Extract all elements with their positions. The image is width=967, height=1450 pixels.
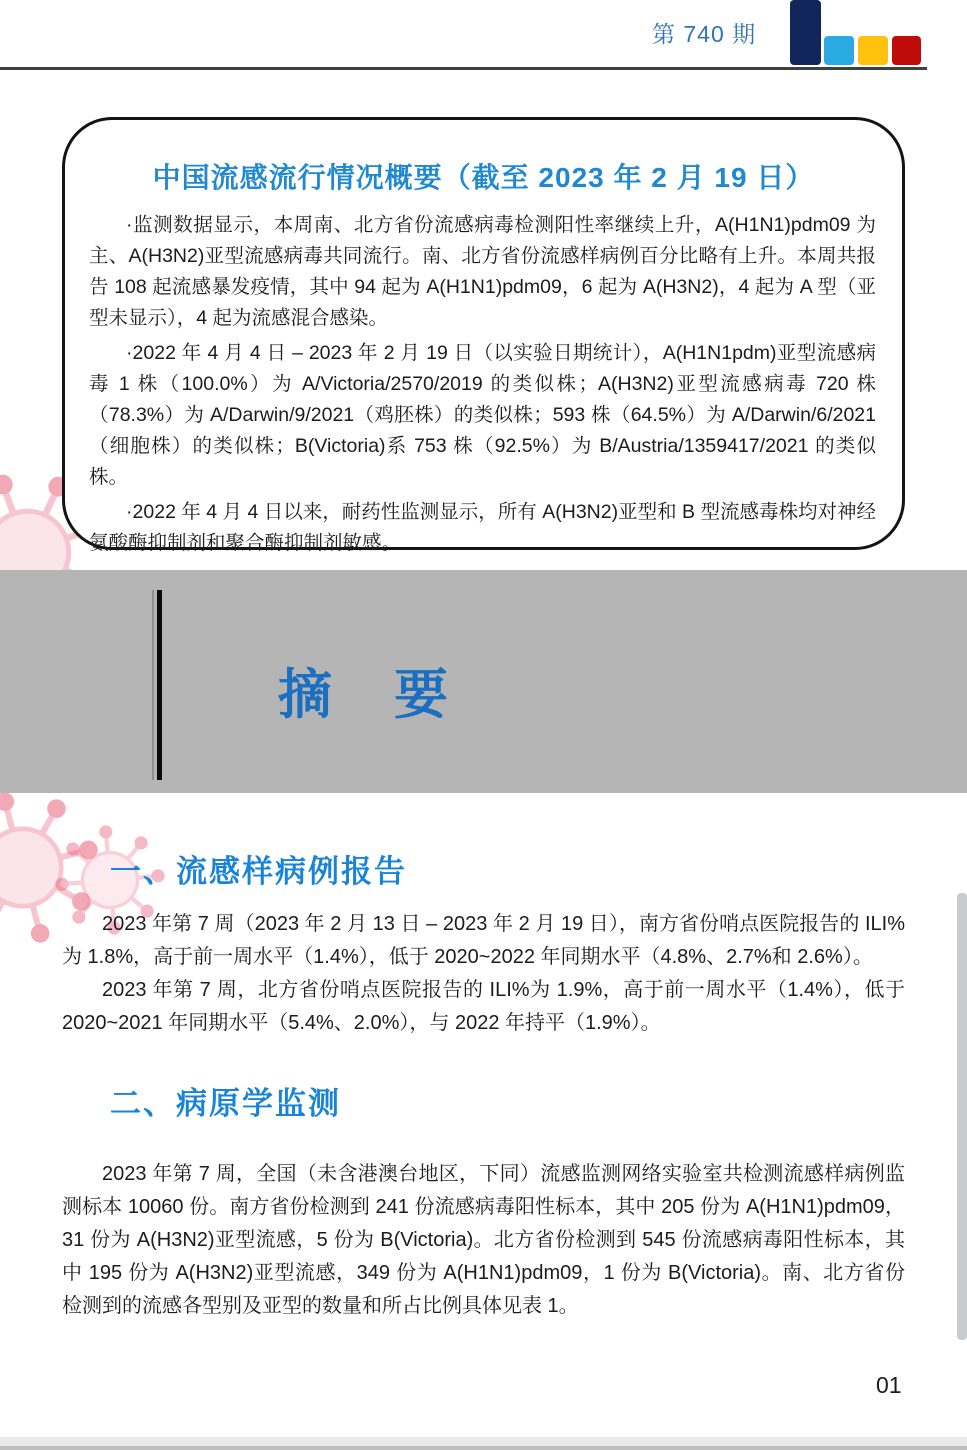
banner-rule-thick	[157, 590, 162, 780]
page-bottom-shadow	[0, 1446, 967, 1450]
section-1-paragraph: 2023 年第 7 周（2023 年 2 月 13 日 – 2023 年 2 月 19 日），南方省份哨点医院报告的 ILI%为 1.8%，高于前一周水平（1.4%），低于 2020~2022 年同期水平（4.8%、2.7%和 2.6%）。	[62, 913, 905, 968]
logo-bar-navy	[790, 0, 821, 65]
summary-paragraph: ·监测数据显示，本周南、北方省份流感病毒检测阳性率继续上升，A(H1N1)pdm09 为主、A(H3N2)亚型流感病毒共同流行。南、北方省份流感样病例百分比略有上升。本周共报告 108 起流感暴发疫情，其中 94 起为 A(H1N1)pdm09，6 起为 A(H3N2)，4 起为 A 型（亚型未显示），4 起为流感混合感染。	[89, 214, 876, 329]
summary-paragraph: ·2022 年 4 月 4 日 – 2023 年 2 月 19 日（以实验日期统计），A(H1N1pdm)亚型流感病毒 1 株（100.0%）为 A/Victoria/2570/2019 的类似株；A(H3N2)亚型流感病毒 720 株（78.3%）为 A/Darwin/9/2021（鸡胚株）的类似株；593 株（64.5%）为 A/Darwin/6/2021（细胞株）的类似株；B(Victoria)系 753 株（92.5%）为 B/Austria/1359417/2021 的类似株。	[89, 342, 876, 488]
abstract-banner	[0, 570, 967, 793]
logo-square-cyan	[824, 36, 854, 65]
abstract-title: 摘 要	[278, 665, 452, 725]
section-2-paragraph: 2023 年第 7 周，全国（未含港澳台地区，下同）流感监测网络实验室共检测流感样病例监测标本 10060 份。南方省份检测到 241 份流感病毒阳性标本，其中 205 份为 A(H1N1)pdm09，31 份为 A(H3N2)亚型流感，5 份为 B(Victoria)。北方省份检测到 545 份流感病毒阳性标本，其中 195 份为 A(H3N2)亚型流感，349 份为 A(H1N1)pdm09，1 份为 B(Victoria)。南、北方省份检测到的流感各型别及亚型的数量和所占比例具体见表 1。	[62, 1163, 905, 1317]
section-1-body	[62, 908, 905, 1040]
page-bottom-edge	[0, 1437, 967, 1446]
logo-square-red	[892, 36, 921, 65]
summary-paragraph: ·2022 年 4 月 4 日以来，耐药性监测显示，所有 A(H3N2)亚型和 B 型流感毒株均对神经氨酸酶抑制剂和聚合酶抑制剂敏感。	[89, 501, 876, 554]
summary-box	[62, 117, 905, 554]
section-2-body	[62, 1158, 905, 1323]
summary-box-body	[89, 210, 876, 559]
summary-box-title: 中国流感流行情况概要（截至 2023 年 2 月 19 日）	[152, 162, 815, 193]
issue-number-label: 第 740 期	[652, 21, 757, 47]
section-2-heading: 二、病原学监测	[110, 1086, 341, 1121]
header-divider	[0, 67, 927, 70]
section-1-heading: 一、流感样病例报告	[110, 854, 407, 889]
section-1-paragraph: 2023 年第 7 周，北方省份哨点医院报告的 ILI%为 1.9%，高于前一周水平（1.4%），低于 2020~2021 年同期水平（5.4%、2.0%），与 2022 年持平（1.9%）。	[62, 979, 905, 1034]
scrollbar-thumb[interactable]	[957, 893, 967, 1340]
banner-rule-thin	[152, 590, 154, 780]
logo-square-yellow	[858, 36, 888, 65]
page-number: 01	[876, 1372, 902, 1398]
